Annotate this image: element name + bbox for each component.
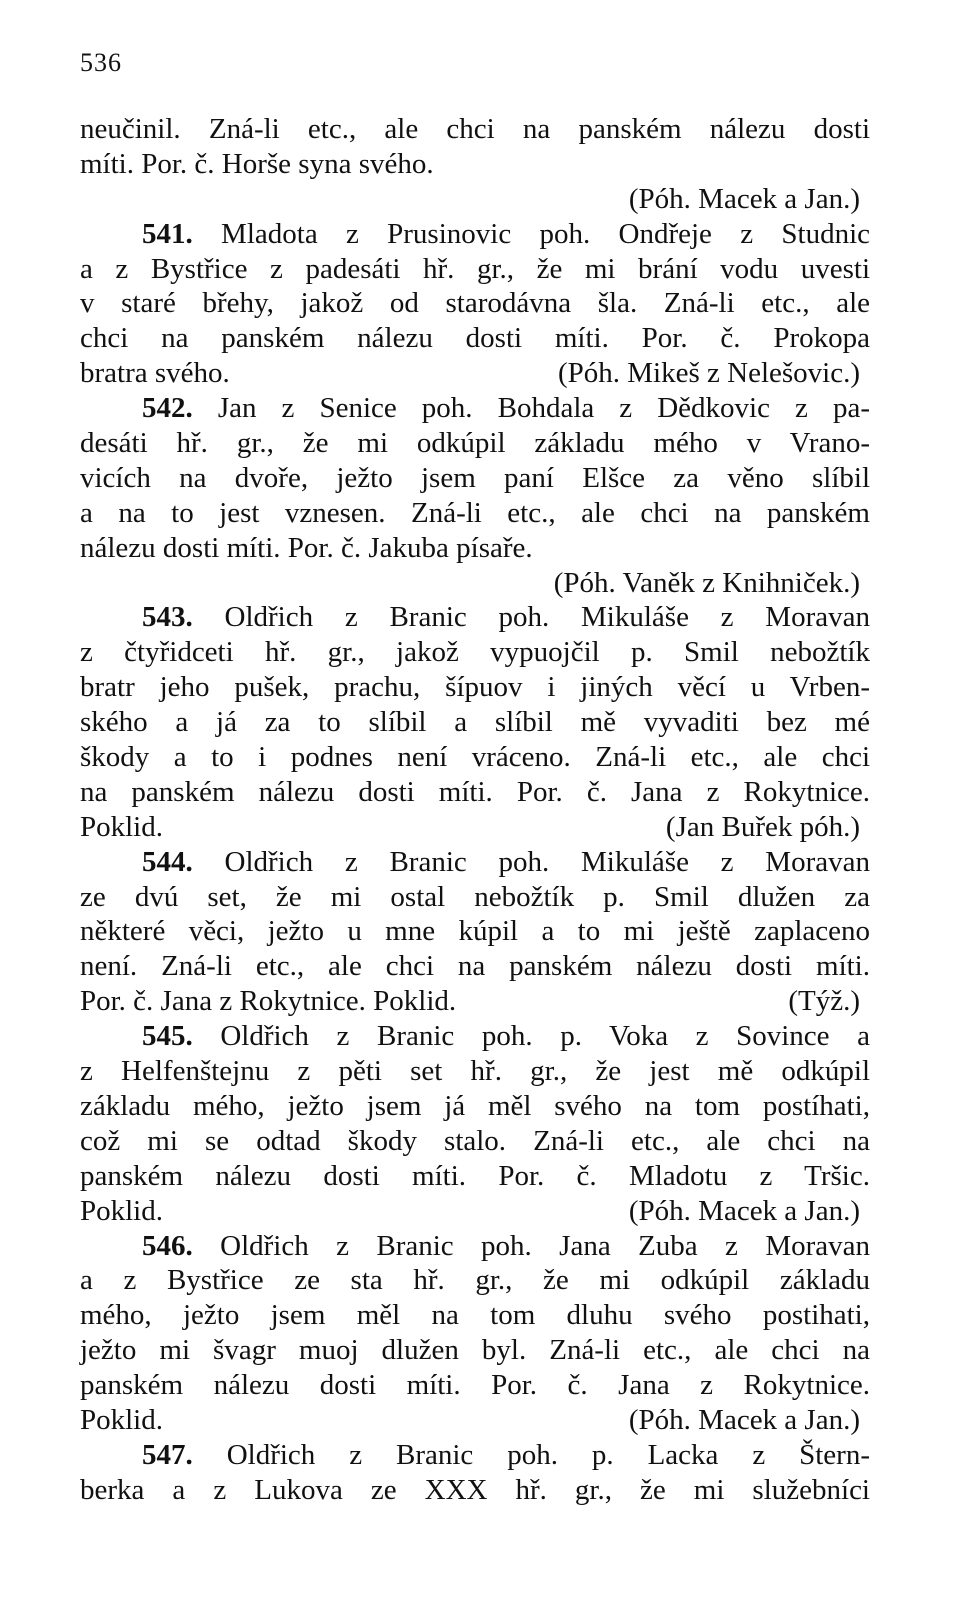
text-line: není. Zná-li etc., ale chci na panském nálezu dosti míti. [80,950,870,983]
summons-note: (Póh. Mikeš z Nelešovic.) [557,357,860,390]
entry-first-line [80,600,870,635]
entry-text: Oldřich z Branic poh. Mikuláše z Moravan [224,601,870,634]
text-line: ského a já za to slíbil a slíbil mě vyvaditi bez mé [80,706,870,739]
summons-note: (Póh. Macek a Jan.) [628,1403,860,1436]
entry-number: 547. [142,1438,193,1471]
text-line: v staré břehy, jakož od starodávna šla. Zná-li etc., ale [80,287,870,320]
text-line: panském nálezu dosti míti. Por. č. Mladotu z Tršic. [80,1159,870,1192]
entry-first-line [80,391,870,426]
entry-first-line [80,217,870,252]
text-line-with-signature [80,1403,870,1438]
page-text [80,112,870,1508]
line-text: bratra svého. [80,357,230,390]
entry-text: Oldřich z Branic poh. p. Lacka z Štern- [226,1438,870,1471]
line-text: Poklid. [80,810,163,843]
page-number: 536 [80,48,122,77]
text-line-with-signature [80,810,870,845]
entry-text: Jan z Senice poh. Bohdala z Dědkovic z pa- [217,392,870,425]
text-line: a z Bystřice ze sta hř. gr., že mi odkúpil základu [80,1264,870,1297]
text-line: míti. Por. č. Horše syna svého. [80,147,434,180]
text-line: ježto mi švagr muoj dlužen byl. Zná-li etc., ale chci na [80,1334,870,1367]
text-line: vicích na dvoře, ježto jsem paní Elšce za věno slíbil [80,461,870,494]
text-line: z Helfenštejnu z pěti set hř. gr., že jest mě odkúpil [80,1055,870,1088]
text-line: na panském nálezu dosti míti. Por. č. Jana z Rokytnice. [80,775,870,808]
text-line: berka a z Lukova ze XXX hř. gr., že mi služebníci [80,1473,870,1506]
entry-number: 546. [142,1229,193,1262]
text-line: některé věci, ježto u mne kúpil a to mi ještě zaplaceno [80,915,870,948]
entry-text: Mladota z Prusinovic poh. Ondřeje z Studnic [221,217,870,250]
text-line-with-signature [80,1194,870,1229]
entry-number: 545. [142,1020,193,1053]
entry-first-line [80,845,870,880]
summons-note: (Póh. Macek a Jan.) [628,182,860,215]
entry-text: Oldřich z Branic poh. p. Voka z Sovince a [220,1020,871,1053]
text-line: škody a to i podnes není vráceno. Zná-li etc., ale chci [80,741,870,774]
entry-first-line [80,1229,870,1264]
entry-number: 541. [142,217,193,250]
text-line: z čtyřidceti hř. gr., jakož vypuojčil p. Smil nebožtík [80,636,870,669]
entry-number: 543. [142,601,193,634]
text-line: neučinil. Zná-li etc., ale chci na panském nálezu dosti [80,113,870,145]
text-line-with-signature [80,984,870,1019]
summons-note: (Jan Buřek póh.) [665,810,860,843]
entry-number: 542. [142,392,193,425]
text-line: desáti hř. gr., že mi odkúpil základu mého v Vrano- [80,427,870,460]
entry-text: Oldřich z Branic poh. Mikuláše z Moravan [224,845,870,878]
summons-note: (Týž.) [788,985,860,1018]
text-line: a z Bystřice z padesáti hř. gr., že mi brání vodu uvesti [80,252,870,285]
summons-note: (Póh. Macek a Jan.) [628,1194,860,1227]
text-line: a na to jest vznesen. Zná-li etc., ale chci na panském [80,496,870,529]
entry-first-line [80,1438,870,1473]
text-line: základu mého, ježto jsem já měl svého na tom postíhati, [80,1089,870,1122]
text-line: bratr jeho pušek, prachu, šípuov i jiných věcí u Vrben- [80,671,870,704]
text-line-with-signature [80,356,870,391]
line-text: Poklid. [80,1403,163,1436]
text-line: panském nálezu dosti míti. Por. č. Jana z Rokytnice. [80,1369,870,1402]
entry-first-line [80,1019,870,1054]
entry-number: 544. [142,845,193,878]
text-line: což mi se odtad škody stalo. Zná-li etc., ale chci na [80,1124,870,1157]
entry-text: Oldřich z Branic poh. Jana Zuba z Moravan [220,1229,871,1262]
text-line: mého, ježto jsem měl na tom dluhu svého postihati, [80,1299,870,1332]
summons-note: (Póh. Vaněk z Knihniček.) [553,566,860,599]
text-line: ze dvú set, že mi ostal nebožtík p. Smil dlužen za [80,880,870,913]
line-text: Por. č. Jana z Rokytnice. Poklid. [80,985,457,1018]
line-text: Poklid. [80,1194,163,1227]
text-line: nálezu dosti míti. Por. č. Jakuba písaře. [80,531,533,564]
text-line: chci na panském nálezu dosti míti. Por. č. Prokopa [80,322,870,355]
